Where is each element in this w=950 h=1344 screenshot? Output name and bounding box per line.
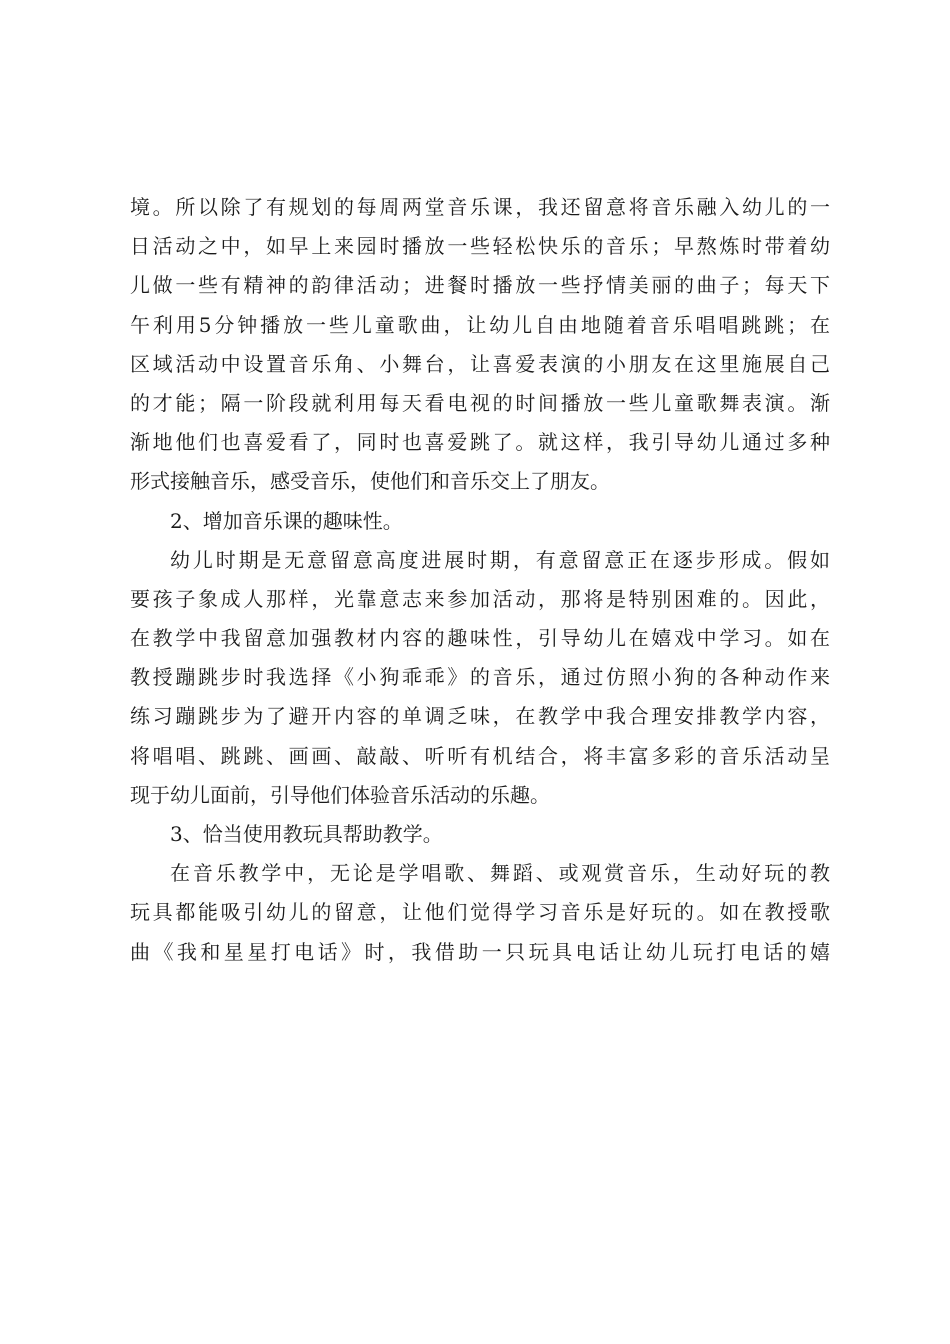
- text-line: 要孩子象成人那样，光靠意志来参加活动，那将是特别困难的。因此，: [130, 586, 830, 611]
- text-line: 玩具都能吸引幼儿的留意，让他们觉得学习音乐是好玩的。如在教授歌: [130, 900, 830, 925]
- text-line: 境。所以除了有规划的每周两堂音乐课，我还留意将音乐融入幼儿的一: [130, 195, 830, 219]
- text-line: 现于幼儿面前，引导他们体验音乐活动的乐趣。: [130, 782, 550, 807]
- text-line: 区域活动中设置音乐角、小舞台，让喜爱表演的小朋友在这里施展自己: [130, 351, 830, 376]
- text-line: 渐地他们也喜爱看了，同时也喜爱跳了。就这样，我引导幼儿通过多种: [130, 430, 830, 455]
- text-line: 日活动之中，如早上来园时播放一些轻松快乐的音乐；早熬炼时带着幼: [130, 234, 830, 259]
- text-line: 形式接触音乐，感受音乐，使他们和音乐交上了朋友。: [130, 469, 610, 494]
- text-line: 儿做一些有精神的韵律活动；进餐时播放一些抒情美丽的曲子；每天下: [130, 273, 830, 298]
- text-line: 练习蹦跳步为了避开内容的单调乏味，在教学中我合理安排教学内容，: [130, 704, 830, 729]
- paragraph-first-line: 在音乐教学中，无论是学唱歌、舞蹈、或观赏音乐，生动好玩的教: [170, 861, 830, 886]
- text-line: 午利用5分钟播放一些儿童歌曲，让幼儿自由地随着音乐唱唱跳跳；在: [130, 312, 830, 337]
- text-line: 曲《我和星星打电话》时，我借助一只玩具电话让幼儿玩打电话的嬉: [130, 939, 830, 964]
- text-line: 在教学中我留意加强教材内容的趣味性，引导幼儿在嬉戏中学习。如在: [130, 626, 830, 651]
- section-heading: 3、恰当使用教玩具帮助教学。: [170, 822, 443, 846]
- text-line: 将唱唱、跳跳、画画、敲敲、听听有机结合，将丰富多彩的音乐活动呈: [130, 743, 830, 768]
- text-line: 教授蹦跳步时我选择《小狗乖乖》的音乐，通过仿照小狗的各种动作来: [130, 665, 830, 690]
- paragraph-first-line: 幼儿时期是无意留意高度进展时期，有意留意正在逐步形成。假如: [170, 547, 830, 572]
- document-body: [130, 188, 830, 972]
- section-heading: 2、增加音乐课的趣味性。: [170, 508, 403, 533]
- text-line: 的才能；隔一阶段就利用每天看电视的时间播放一些儿童歌舞表演。渐: [130, 390, 830, 415]
